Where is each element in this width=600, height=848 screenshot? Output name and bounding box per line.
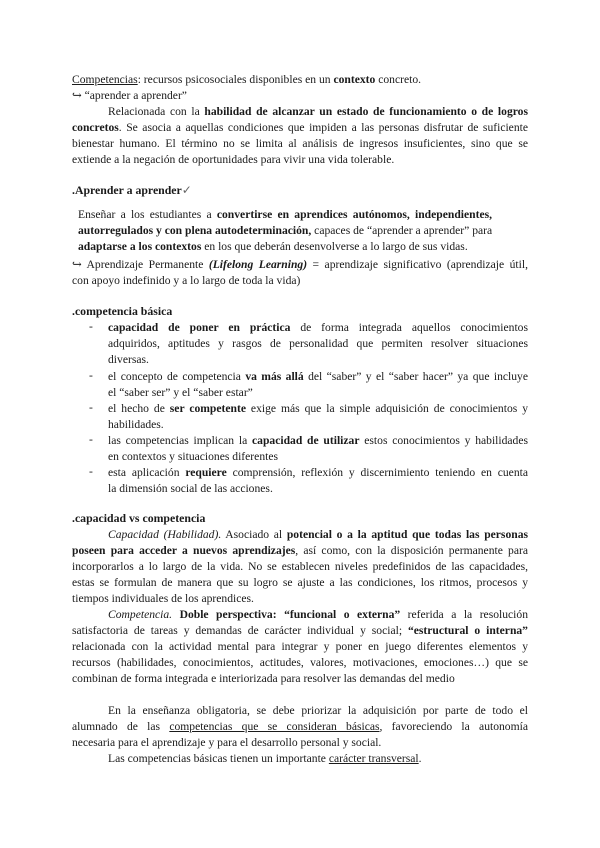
- paragraph-line: Las competencias básicas tienen un importante carácter transversal.: [108, 752, 422, 765]
- paragraph-line: concretos. Se asocia a aquellas condiciones que impiden a las personas disfrutar de suficiente: [72, 121, 528, 134]
- list-item-line: en contextos y situaciones diferentes: [108, 450, 278, 463]
- paragraph-line: incorporarlos a lo largo de la vida. No se establecen niveles predefinidos de las capacidades,: [72, 560, 528, 573]
- paragraph-line: En la enseñanza obligatoria, se debe priorizar la adquisición por parte de todo el: [108, 704, 528, 717]
- list-item-line: la dimensión social de las acciones.: [108, 482, 273, 495]
- bullet-dash: -: [89, 369, 93, 382]
- section-heading: .capacidad vs competencia: [72, 511, 206, 525]
- section-heading: .Aprender a aprender✓: [72, 183, 192, 197]
- bullet-dash: -: [89, 320, 93, 333]
- list-item: las competencias implican la capacidad de utilizar estos conocimientos y habilidades: [108, 434, 529, 447]
- paragraph-line: autorregulados y con plena autodeterminación, capaces de “aprender a aprender” para: [78, 224, 493, 237]
- paragraph-line: Competencia. Doble perspectiva: “funcional o externa” referida a la resolución: [108, 608, 528, 621]
- section-heading: .competencia básica: [72, 304, 173, 318]
- list-item: esta aplicación requiere comprensión, reflexión y discernimiento teniendo en cuenta: [108, 466, 528, 479]
- list-item-line: diversas.: [108, 353, 149, 366]
- paragraph-line: satisfactoria de tareas y demandas de carácter individual y social; “estructural o interna”: [72, 624, 528, 637]
- check-icon: ✓: [181, 183, 192, 197]
- paragraph-line: con apoyo indefinido y a lo largo de toda la vida): [72, 274, 301, 287]
- paragraph-line: tiempos individuales de los aprendices.: [72, 592, 254, 605]
- paragraph-line: adaptarse a los contextos en los que deberán desenvolverse a lo largo de sus vidas.: [78, 240, 468, 253]
- paragraph-line: bienestar humano. El término no se limita al análisis de ingresos insuficientes, sino que se: [72, 137, 528, 150]
- paragraph-line: Enseñar a los estudiantes a convertirse en aprendices autónomos, independientes,: [78, 208, 493, 221]
- list-item: el concepto de competencia va más allá del “saber” y el “saber hacer” ya que incluye: [108, 370, 528, 383]
- list-item: el hecho de ser competente exige más que la simple adquisición de conocimientos y: [108, 402, 528, 415]
- paragraph-line: Capacidad (Habilidad). Asociado al potencial o a la aptitud que todas las personas: [108, 528, 528, 541]
- list-item-line: habilidades.: [108, 418, 164, 431]
- list-item-line: el “saber ser” y el “saber estar”: [108, 386, 253, 399]
- paragraph-line: estas se formulan de manera que su logro se ajuste a las condiciones, los ritmos, procesos y: [72, 576, 528, 589]
- paragraph-line: Relacionada con la habilidad de alcanzar un estado de funcionamiento o de logros: [108, 105, 528, 118]
- bullet-dash: -: [89, 433, 93, 446]
- term-competencias: Competencias: [72, 73, 138, 86]
- bullet-dash: -: [89, 401, 93, 414]
- paragraph-line: recursos (habilidades, conocimientos, actitudes, valores, motivaciones, emociones…) que se: [72, 656, 528, 669]
- bullet-dash: -: [89, 465, 93, 478]
- arrow-note: ↪ “aprender a aprender”: [72, 89, 187, 102]
- paragraph-line: relacionada con la actividad mental para integrar y poner en juego diferentes elementos y: [72, 640, 528, 653]
- paragraph-line: extiende a la negación de oportunidades para vivir una vida tolerable.: [72, 153, 395, 166]
- definition-line: Competencias: recursos psicosociales disponibles en un contexto concreto.: [72, 73, 422, 86]
- arrow-note: ↪ Aprendizaje Permanente (Lifelong Learning) = aprendizaje significativo (aprendizaje útil,: [72, 258, 528, 271]
- paragraph-line: combinan de forma integrada e interiorizada para resolver las demandas del medio: [72, 672, 455, 685]
- paragraph-line: poseen para acceder a nuevos aprendizajes, así como, con la disposición permanente para: [72, 544, 528, 557]
- paragraph-line: alumnado de las competencias que se consideran básicas, favoreciendo la autonomía: [72, 720, 528, 733]
- paragraph-line: necesaria para el aprendizaje y para el desarrollo personal y social.: [72, 736, 382, 749]
- list-item: capacidad de poner en práctica de forma integrada aquellos conocimientos: [108, 321, 528, 334]
- list-item-line: adquiridos, aptitudes y rasgos de personalidad que permiten resolver situaciones: [108, 337, 528, 350]
